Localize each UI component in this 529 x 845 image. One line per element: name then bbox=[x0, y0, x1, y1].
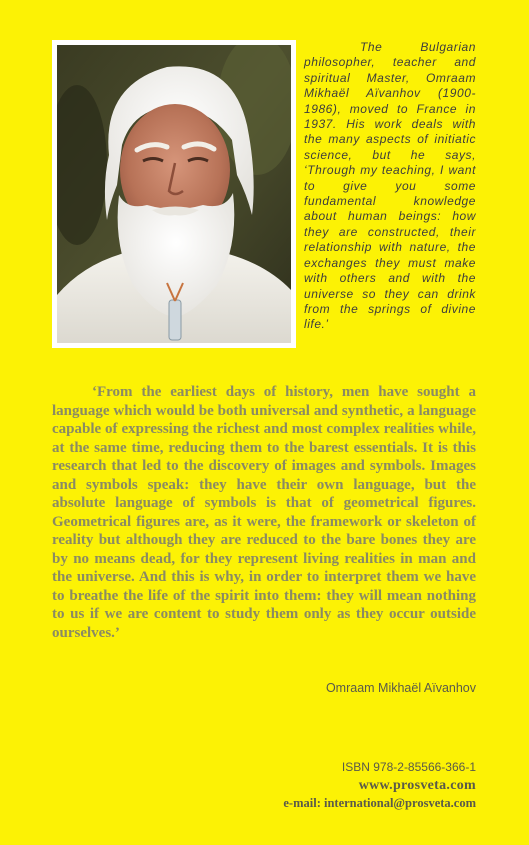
author-portrait-image bbox=[57, 45, 291, 343]
publisher-email-link[interactable]: e-mail: international@prosveta.com bbox=[283, 796, 476, 810]
author-photo-frame bbox=[52, 40, 296, 348]
isbn-number: ISBN 978-2-85566-366-1 bbox=[341, 760, 476, 774]
publisher-imprint bbox=[283, 758, 476, 812]
back-cover-quote: ‘From the earliest days of history, men have sought a language which would be both universal and synthetic, a language capable of expressing the richest and most complex realities while, at the same time, reducing them to the barest essentials. It is this research that led to the discovery of images and symbols. Images and symbols speak: they have their own language, but the absolute language of symbols is that of geometrical figures. Geometrical figures are, as it were, the framework or skeleton of reality but although they are reduced to the bare bones they are by no means dead, for they represent living realities in man and the universe. And this is why, in order to interpret them we have to breathe the life of the spirit into them: they will mean nothing to us if we are content to study them only as they occur outside ourselves.’ bbox=[52, 384, 476, 641]
quote-author: Omraam Mikhaël Aïvanhov bbox=[325, 681, 476, 695]
author-biography: The Bulgarian philosopher, teacher and spiritual Master, Omraam Mikhaël Aïvanhov (1900-1986), moved to France in 1937. His work deals with the many aspects of initiatic science, but he says, ‘Through my teaching, I want to give you some fundamental knowledge about human beings: how they are constructed, their relationship with nature, the exchanges they must make with others and with the universe so they can drink from the springs of divine life.’ bbox=[304, 40, 476, 332]
publisher-website-link[interactable]: www.prosveta.com bbox=[358, 778, 476, 793]
